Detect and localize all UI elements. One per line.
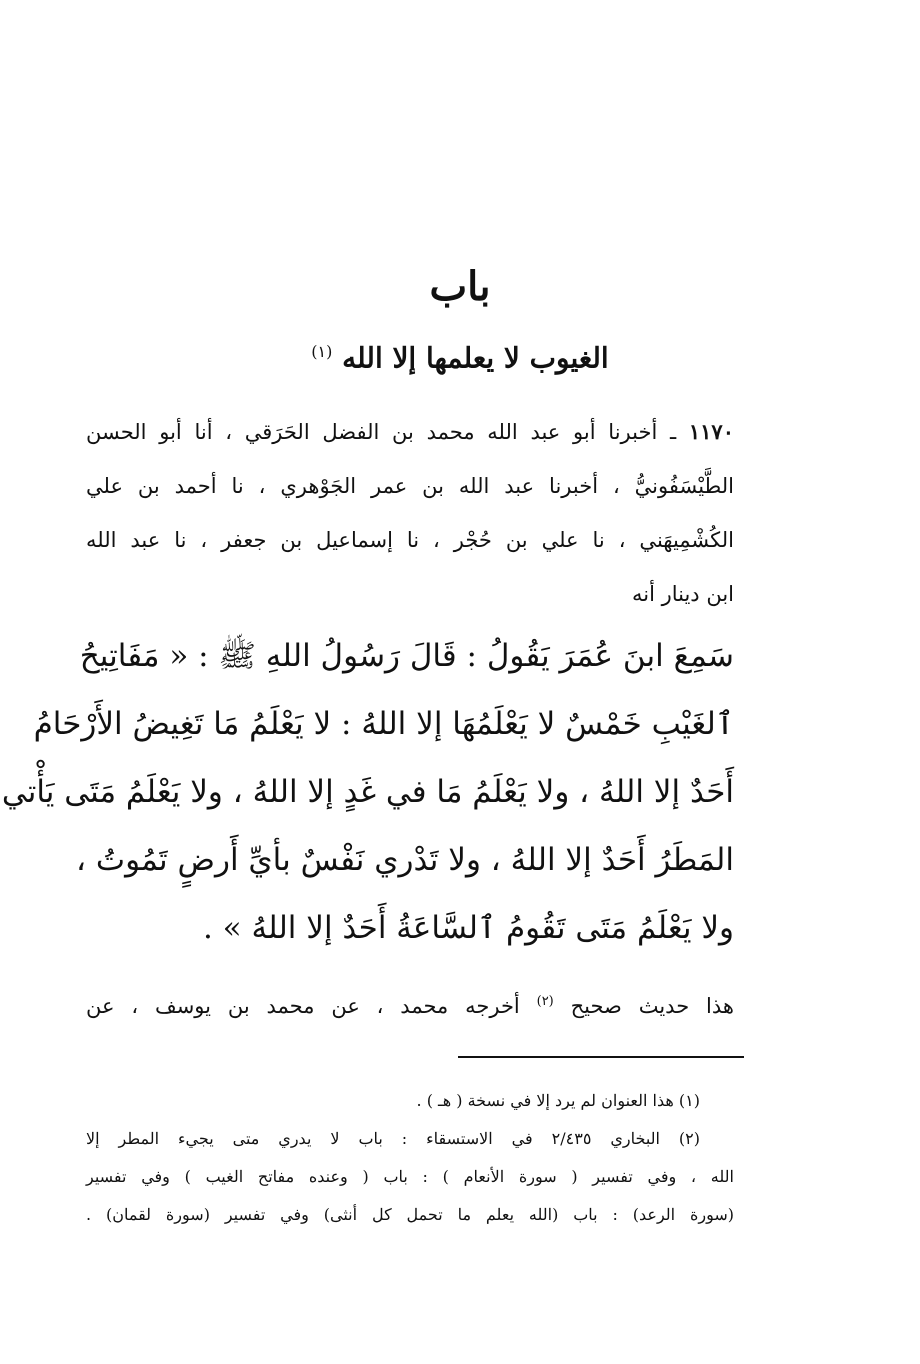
footnote-separator — [458, 1056, 744, 1058]
footnotes — [86, 1082, 734, 1234]
grading-source-text: أخرجه محمد ، عن محمد بن يوسف ، عن — [86, 994, 520, 1018]
matn-line: المَطَرُ أَحَدٌ إلا اللهُ ، ولا تَدْري نَفْسٌ بأيِّ أَرضٍ تَمُوتُ ، — [76, 842, 734, 878]
isnad-line: الكُشْمِيهَني ، نا علي بن حُجْر ، نا إسماعيل بن جعفر ، نا عبد الله — [86, 528, 734, 552]
chapter-heading: باب — [429, 263, 491, 310]
hadith-matn — [1, 622, 734, 962]
hadith-isnad — [86, 405, 734, 621]
footnote-line: (١) هذا العنوان لم يرد إلا في نسخة ( هـ ) . — [416, 1091, 700, 1110]
isnad-line-text: ـ أخبرنا أبو عبد الله محمد بن الفضل الحَرَقي ، أنا أبو الحسن — [86, 420, 677, 444]
grading-text: هذا حديث صحيح — [570, 994, 734, 1018]
matn-line: ولا يَعْلَمُ مَتَى تَقُومُ ٱلسَّاعَةُ أَحَدٌ إلا اللهُ » . — [202, 910, 734, 946]
chapter-title — [0, 330, 920, 380]
chapter-title-text: الغيوب لا يعلمها إلا الله — [342, 341, 609, 375]
grading-footnote-ref: (٢) — [536, 994, 554, 1009]
grading-line — [86, 975, 734, 1029]
footnote-line: (٢) البخاري ٢/٤٣٥ في الاستسقاء : باب لا يدري متى يجيء المطر إلا — [86, 1129, 701, 1148]
hadith-number: ١١٧٠ — [688, 419, 734, 444]
footnote-line: الله ، وفي تفسير ( سورة الأنعام ) : باب ( وعنده مفاتح الغيب ) وفي تفسير — [86, 1167, 734, 1186]
isnad-line: الطَّيْسَفُونيُّ ، أخبرنا عبد الله بن عمر الجَوْهري ، نا أحمد بن علي — [86, 474, 734, 498]
hadith-grading — [86, 975, 734, 1029]
isnad-line — [86, 405, 734, 459]
matn-line: سَمِعَ ابنَ عُمَرَ يَقُولُ : قَالَ رَسُولُ اللهِ ﷺ : « مَفَاتِيحُ — [79, 638, 734, 674]
matn-line: ٱلغَيْبِ خَمْسٌ لا يَعْلَمُهَا إلا اللهُ : لا يَعْلَمُ مَا تَغِيضُ الأَرْحَامُ — [33, 706, 734, 742]
matn-line: أَحَدٌ إلا اللهُ ، ولا يَعْلَمُ مَا في غَدٍ إلا اللهُ ، ولا يَعْلَمُ مَتَى يَأْتي — [1, 774, 734, 810]
isnad-line: ابن دينار أنه — [631, 582, 734, 606]
chapter-title-footnote-ref: (١) — [311, 342, 333, 361]
footnote-line: (سورة الرعد) : باب (الله يعلم ما تحمل كل أنثى) وفي تفسير (سورة لقمان) . — [86, 1205, 734, 1224]
